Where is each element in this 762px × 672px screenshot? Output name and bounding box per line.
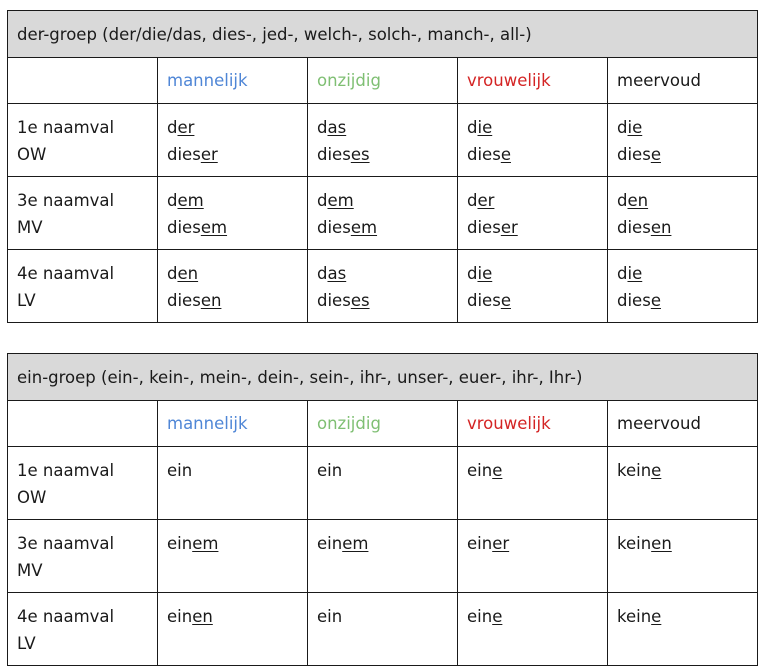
word-stem: dies [467,145,501,164]
word-ending: er [477,191,495,210]
table-row [8,593,758,666]
word-ending: e [500,291,511,310]
word-stem: dies [317,291,351,310]
form-cell [158,250,308,323]
word-ending: er [492,534,510,553]
column-header-feminine: vrouwelijk [458,58,608,104]
word-stem: kein [617,607,652,626]
case-abbreviation: OW [17,488,47,507]
case-label-cell [8,250,158,323]
form-cell [608,447,758,520]
form-cell [608,104,758,177]
word-form [317,114,457,141]
column-header-neuter: onzijdig [308,401,458,447]
word-form [317,530,457,557]
form-cell [308,447,458,520]
word-form [167,287,307,314]
word-form [617,530,757,557]
word-ending: er [500,218,518,237]
word-stem: dies [317,218,351,237]
word-ending: ie [627,264,643,283]
word-form [617,260,757,287]
form-cell [608,593,758,666]
word-stem: dies [167,145,201,164]
table-row [8,447,758,520]
word-form [167,214,307,241]
word-stem: dies [467,291,501,310]
word-ending: as [327,118,347,137]
table-title: der-groep (der/die/das, dies-, jed-, welch-, solch-, manch-, all-) [8,11,758,58]
word-stem: ein [467,607,493,626]
word-ending: er [200,145,218,164]
word-stem: dies [167,291,201,310]
table-title: ein-groep (ein-, kein-, mein-, dein-, sein-, ihr-, unser-, euer-, ihr-, Ihr-) [8,354,758,401]
form-cell [458,593,608,666]
word-form [317,187,457,214]
column-header-masculine: mannelijk [158,401,308,447]
column-header-plural: meervoud [608,401,758,447]
case-name: 1e naamval [17,461,115,480]
word-stem: d [317,191,328,210]
word-stem: d [167,191,178,210]
word-ending: em [200,218,228,237]
word-form [317,214,457,241]
word-ending: ie [477,118,493,137]
word-form [617,457,757,484]
case-name: 1e naamval [17,118,115,137]
word-ending: em [350,218,378,237]
table-row [8,520,758,593]
word-form [317,287,457,314]
case-label-cell [8,593,158,666]
form-cell [158,520,308,593]
word-stem: dies [467,218,501,237]
case-abbreviation: OW [17,145,47,164]
word-stem: kein [617,534,652,553]
word-form [317,141,457,168]
word-ending: en [650,218,672,237]
word-form [617,603,757,630]
word-form [167,530,307,557]
word-stem: ein [317,607,343,626]
word-stem: d [467,264,478,283]
word-stem: d [167,118,178,137]
form-cell [458,447,608,520]
word-stem: dies [317,145,351,164]
column-header-feminine: vrouwelijk [458,401,608,447]
word-ending: en [177,264,199,283]
form-cell [308,250,458,323]
word-ending: as [327,264,347,283]
word-form [167,457,307,484]
word-ending: en [627,191,649,210]
word-stem: d [467,191,478,210]
case-label-cell [8,177,158,250]
word-stem: ein [317,534,343,553]
word-stem: dies [167,218,201,237]
word-form [617,114,757,141]
word-ending: en [200,291,222,310]
word-form [167,260,307,287]
form-cell [458,177,608,250]
word-form [467,187,607,214]
form-cell [458,250,608,323]
case-name: 3e naamval [17,534,115,553]
word-form [317,603,457,630]
word-ending: es [350,145,370,164]
word-ending: en [651,534,672,553]
form-cell [608,250,758,323]
word-stem: kein [617,461,652,480]
word-form [317,457,457,484]
word-ending: em [192,534,219,553]
word-ending: e [650,145,661,164]
case-abbreviation: LV [17,291,36,310]
case-abbreviation: MV [17,561,43,580]
word-ending: es [350,291,370,310]
form-cell [158,177,308,250]
word-ending: e [492,461,503,480]
word-stem: ein [167,461,193,480]
word-stem: ein [467,461,493,480]
word-ending: en [192,607,213,626]
column-header-neuter: onzijdig [308,58,458,104]
word-form [617,287,757,314]
word-form [467,141,607,168]
word-stem: ein [317,461,343,480]
form-cell [458,104,608,177]
word-ending: ie [477,264,493,283]
case-abbreviation: LV [17,634,36,653]
empty-header-cell [8,58,158,104]
table-row [8,250,758,323]
form-cell [158,447,308,520]
word-stem: ein [167,607,193,626]
empty-header-cell [8,401,158,447]
case-name: 3e naamval [17,191,115,210]
word-form [467,260,607,287]
word-stem: d [167,264,178,283]
word-form [617,141,757,168]
word-form [467,114,607,141]
word-stem: ein [167,534,193,553]
word-ending: e [651,607,662,626]
case-abbreviation: MV [17,218,43,237]
column-header-masculine: mannelijk [158,58,308,104]
word-form [167,114,307,141]
word-stem: d [617,118,628,137]
ein-groep-table [7,353,758,666]
word-form [467,530,607,557]
word-form [467,287,607,314]
case-label-cell [8,447,158,520]
form-cell [458,520,608,593]
word-stem: dies [617,291,651,310]
word-form [467,603,607,630]
word-form [617,214,757,241]
word-stem: dies [617,145,651,164]
form-cell [308,520,458,593]
form-cell [308,177,458,250]
table-body [8,104,758,323]
word-stem: dies [617,218,651,237]
word-ending: e [500,145,511,164]
form-cell [608,520,758,593]
word-ending: ie [627,118,643,137]
word-ending: e [650,291,661,310]
word-form [167,187,307,214]
table-row [8,177,758,250]
form-cell [158,593,308,666]
word-form [467,214,607,241]
form-cell [308,593,458,666]
word-ending: em [177,191,204,210]
table-body [8,447,758,666]
case-name: 4e naamval [17,607,115,626]
word-form [167,141,307,168]
word-ending: e [492,607,503,626]
case-label-cell [8,520,158,593]
case-label-cell [8,104,158,177]
case-name: 4e naamval [17,264,115,283]
word-form [467,457,607,484]
word-form [617,187,757,214]
word-ending: em [327,191,354,210]
table-row [8,104,758,177]
word-form [317,260,457,287]
word-ending: er [177,118,195,137]
word-ending: em [342,534,369,553]
word-stem: d [617,264,628,283]
word-ending: e [651,461,662,480]
word-form [167,603,307,630]
form-cell [158,104,308,177]
word-stem: d [467,118,478,137]
form-cell [308,104,458,177]
der-groep-table [7,10,758,323]
word-stem: d [317,118,328,137]
word-stem: d [317,264,328,283]
column-header-plural: meervoud [608,58,758,104]
word-stem: ein [467,534,493,553]
word-stem: d [617,191,628,210]
form-cell [608,177,758,250]
